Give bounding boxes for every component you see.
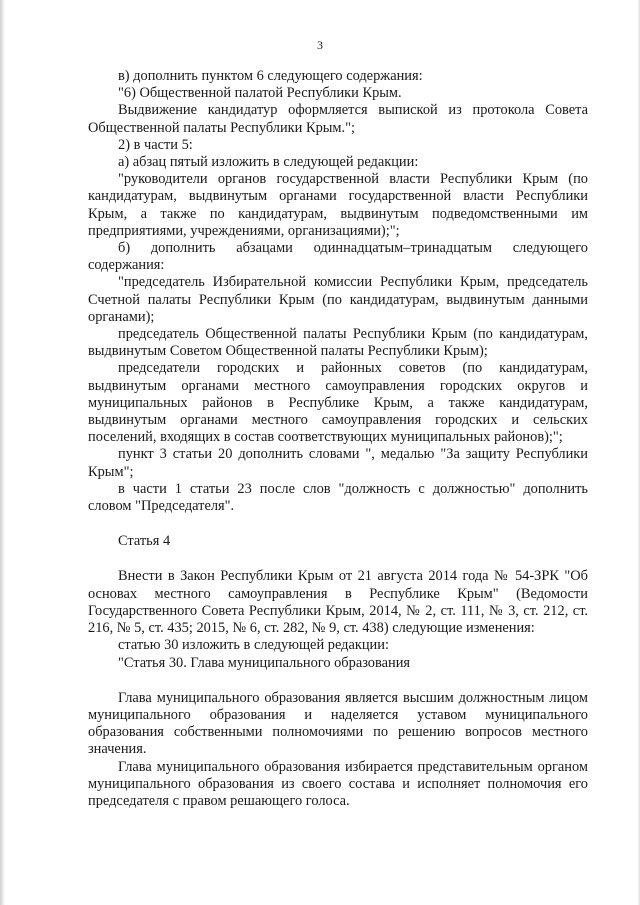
- page-number: 3: [317, 38, 323, 52]
- paragraph: Внести в Закон Республики Крым от 21 августа 2014 года № 54-ЗРК "Об основах местного самоуправления в Республике Крым" (Ведомости Государственного Совета Республики Крым, 2014, № 2, ст. 111, № 3, ст. 212, ст. 216, № 5, ст. 435; 2015, № 6, ст. 282, № 9, ст. 438) следующие изменения:: [88, 568, 588, 637]
- paragraph: председатели городских и районных советов (по кандидатурам, выдвинутым органами местного самоуправления городских округов и муниципальных районов в Республике Крым, а также кандидатурам, выдвинутым органами местного самоуправления городских и сельских поселений, входящих в состав соответствующих муниципальных районов);";: [88, 360, 588, 446]
- paragraph: в части 1 статьи 23 после слов "должность с должностью" дополнить словом "Председателя".: [88, 480, 588, 515]
- paragraph: Глава муниципального образования избирается представительным органом муниципального образования из своего состава и исполняет полномочия его председателя с правом решающего голоса.: [88, 758, 588, 809]
- paragraph: 2) в части 5:: [118, 136, 193, 153]
- paragraph: а) абзац пятый изложить в следующей редакции:: [118, 154, 419, 171]
- paragraph: "Статья 30. Глава муниципального образования: [118, 654, 411, 671]
- paragraph: пункт 3 статьи 20 дополнить словами ", медалью "За защиту Республики Крым";: [88, 446, 588, 480]
- article-heading: Статья 4: [118, 533, 171, 550]
- document-body: [88, 68, 588, 810]
- paragraph: председатель Общественной палаты Республики Крым (по кандидатурам, выдвинутым Советом Общественной палаты Республики Крым);: [88, 326, 588, 360]
- paragraph: "председатель Избирательной комиссии Республики Крым, председатель Счетной палаты Республики Крым (по кандидатурам, выдвинутым данными органами);: [88, 274, 588, 325]
- paragraph: Глава муниципального образования является высшим должностным лицом муниципального образования и наделяется уставом муниципального образования собственными полномочиями по решению вопросов местного значения.: [88, 689, 588, 758]
- spacer: [88, 550, 588, 568]
- paragraph: статью 30 изложить в следующей редакции:: [118, 637, 389, 654]
- spacer: [88, 672, 588, 690]
- scan-edge-left: [0, 0, 5, 905]
- paragraph: "6) Общественной палатой Республики Крым.: [118, 85, 402, 102]
- paragraph: Выдвижение кандидатур оформляется выпиской из протокола Совета Общественной палаты Республики Крым.";: [88, 102, 588, 136]
- paragraph: "руководители органов государственной власти Республики Крым (по кандидатурам, выдвинутым органами государственной власти Республики Крым, а также по кандидатурам, выдвинутым подведомственными им предприятиями, учреждениями, организациями);";: [88, 171, 588, 239]
- spacer: [88, 515, 588, 533]
- paragraph: б) дополнить абзацами одиннадцатым–тринадцатым следующего содержания:: [88, 240, 588, 274]
- paragraph: в) дополнить пунктом 6 следующего содержания:: [118, 68, 423, 84]
